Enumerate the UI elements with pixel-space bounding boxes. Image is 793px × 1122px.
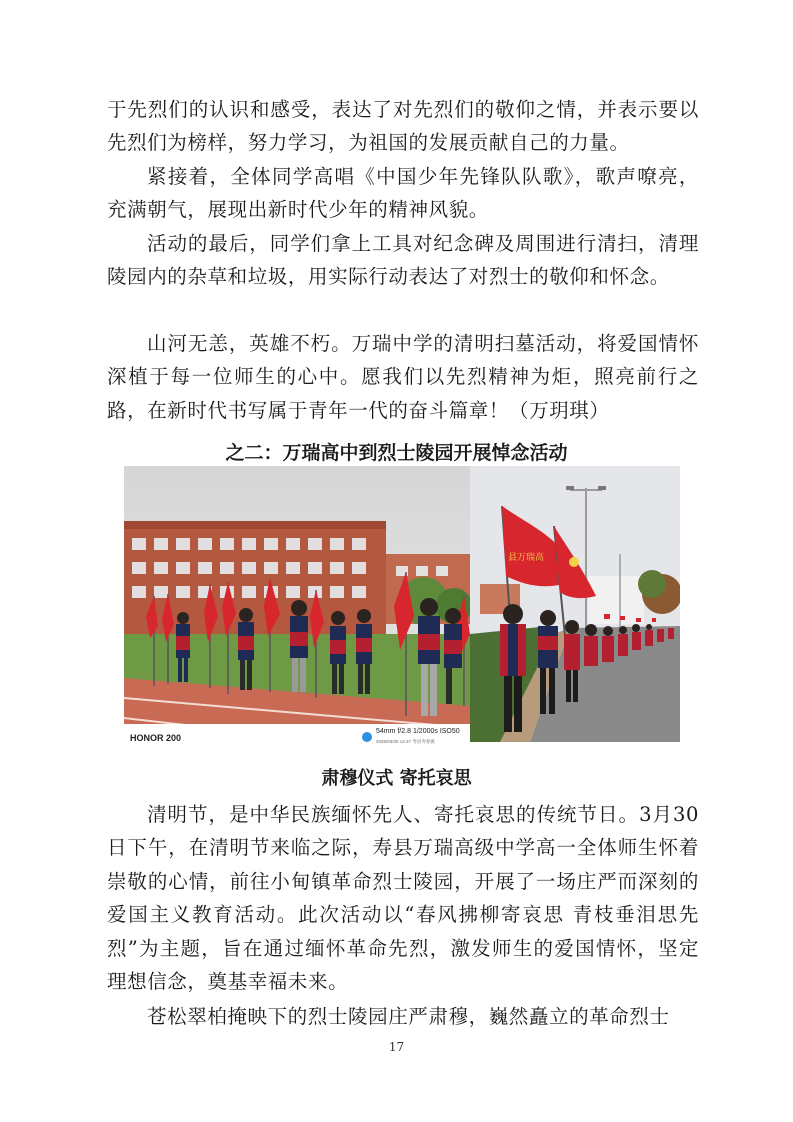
flag-school-name: 县万瑞高 bbox=[508, 553, 545, 563]
photo-school-ceremony bbox=[124, 466, 470, 752]
camera-brand-watermark: HONOR 200 bbox=[130, 733, 182, 743]
paragraph-4: 山河无恙，英雄不朽。万瑞中学的清明扫墓活动，将爱国情怀深植于每一位师生的心中。愿我们以先烈精神为炬，照亮前行之路，在新时代书写属于青年一代的奋斗篇章！（万玥琪） bbox=[107, 332, 699, 422]
paragraph-2: 紧接着，全体同学高唱《中国少年先锋队队歌》，歌声嘹亮，充满朝气，展现出新时代少年的精神风貌。 bbox=[107, 165, 699, 222]
paragraph-3: 活动的最后，同学们拿上工具对纪念碑及周围进行清扫，清理陵园内的杂草和垃圾，用实际行动表达了对烈士的敬仰和怀念。 bbox=[107, 232, 699, 289]
paragraph-5: 清明节，是中华民族缅怀先人、寄托哀思的传统节日。3月30日下午，在清明节来临之际，寿县万瑞高级中学高一全体师生怀着崇敬的心情，前往小甸镇革命烈士陵园，开展了一场庄严而深刻的爱国主义教育活动。此次活动以“春风拂柳寄哀思 青枝垂泪思先烈”为主题，旨在通过缅怀革命先烈，激发师生的爱国情怀，坚定理想信念，奠基幸福未来。 bbox=[107, 803, 699, 994]
section-heading: 之二：万瑞高中到烈士陵园开展悼念活动 bbox=[225, 442, 568, 464]
camera-exif-subtext: 2025/03/30 14:37 寿县寿春镇 bbox=[376, 739, 435, 744]
page-number: 17 bbox=[388, 1040, 405, 1054]
photo-march-to-cemetery-image bbox=[470, 466, 680, 742]
camera-exif-text: 54mm f/2.8 1/2000s ISO50 bbox=[376, 728, 460, 735]
photo-school-ceremony-image bbox=[124, 466, 470, 752]
subheading: 肃穆仪式 寄托哀思 bbox=[321, 768, 472, 789]
photo-march-to-cemetery bbox=[470, 466, 680, 742]
paragraph-6: 苍松翠柏掩映下的烈士陵园庄严肃穆，巍然矗立的革命烈士 bbox=[147, 1005, 670, 1028]
camera-logo-icon bbox=[362, 732, 372, 742]
paragraph-1: 于先烈们的认识和感受，表达了对先烈们的敬仰之情，并表示要以先烈们为榜样，努力学习，为祖国的发展贡献自己的力量。 bbox=[107, 98, 699, 155]
